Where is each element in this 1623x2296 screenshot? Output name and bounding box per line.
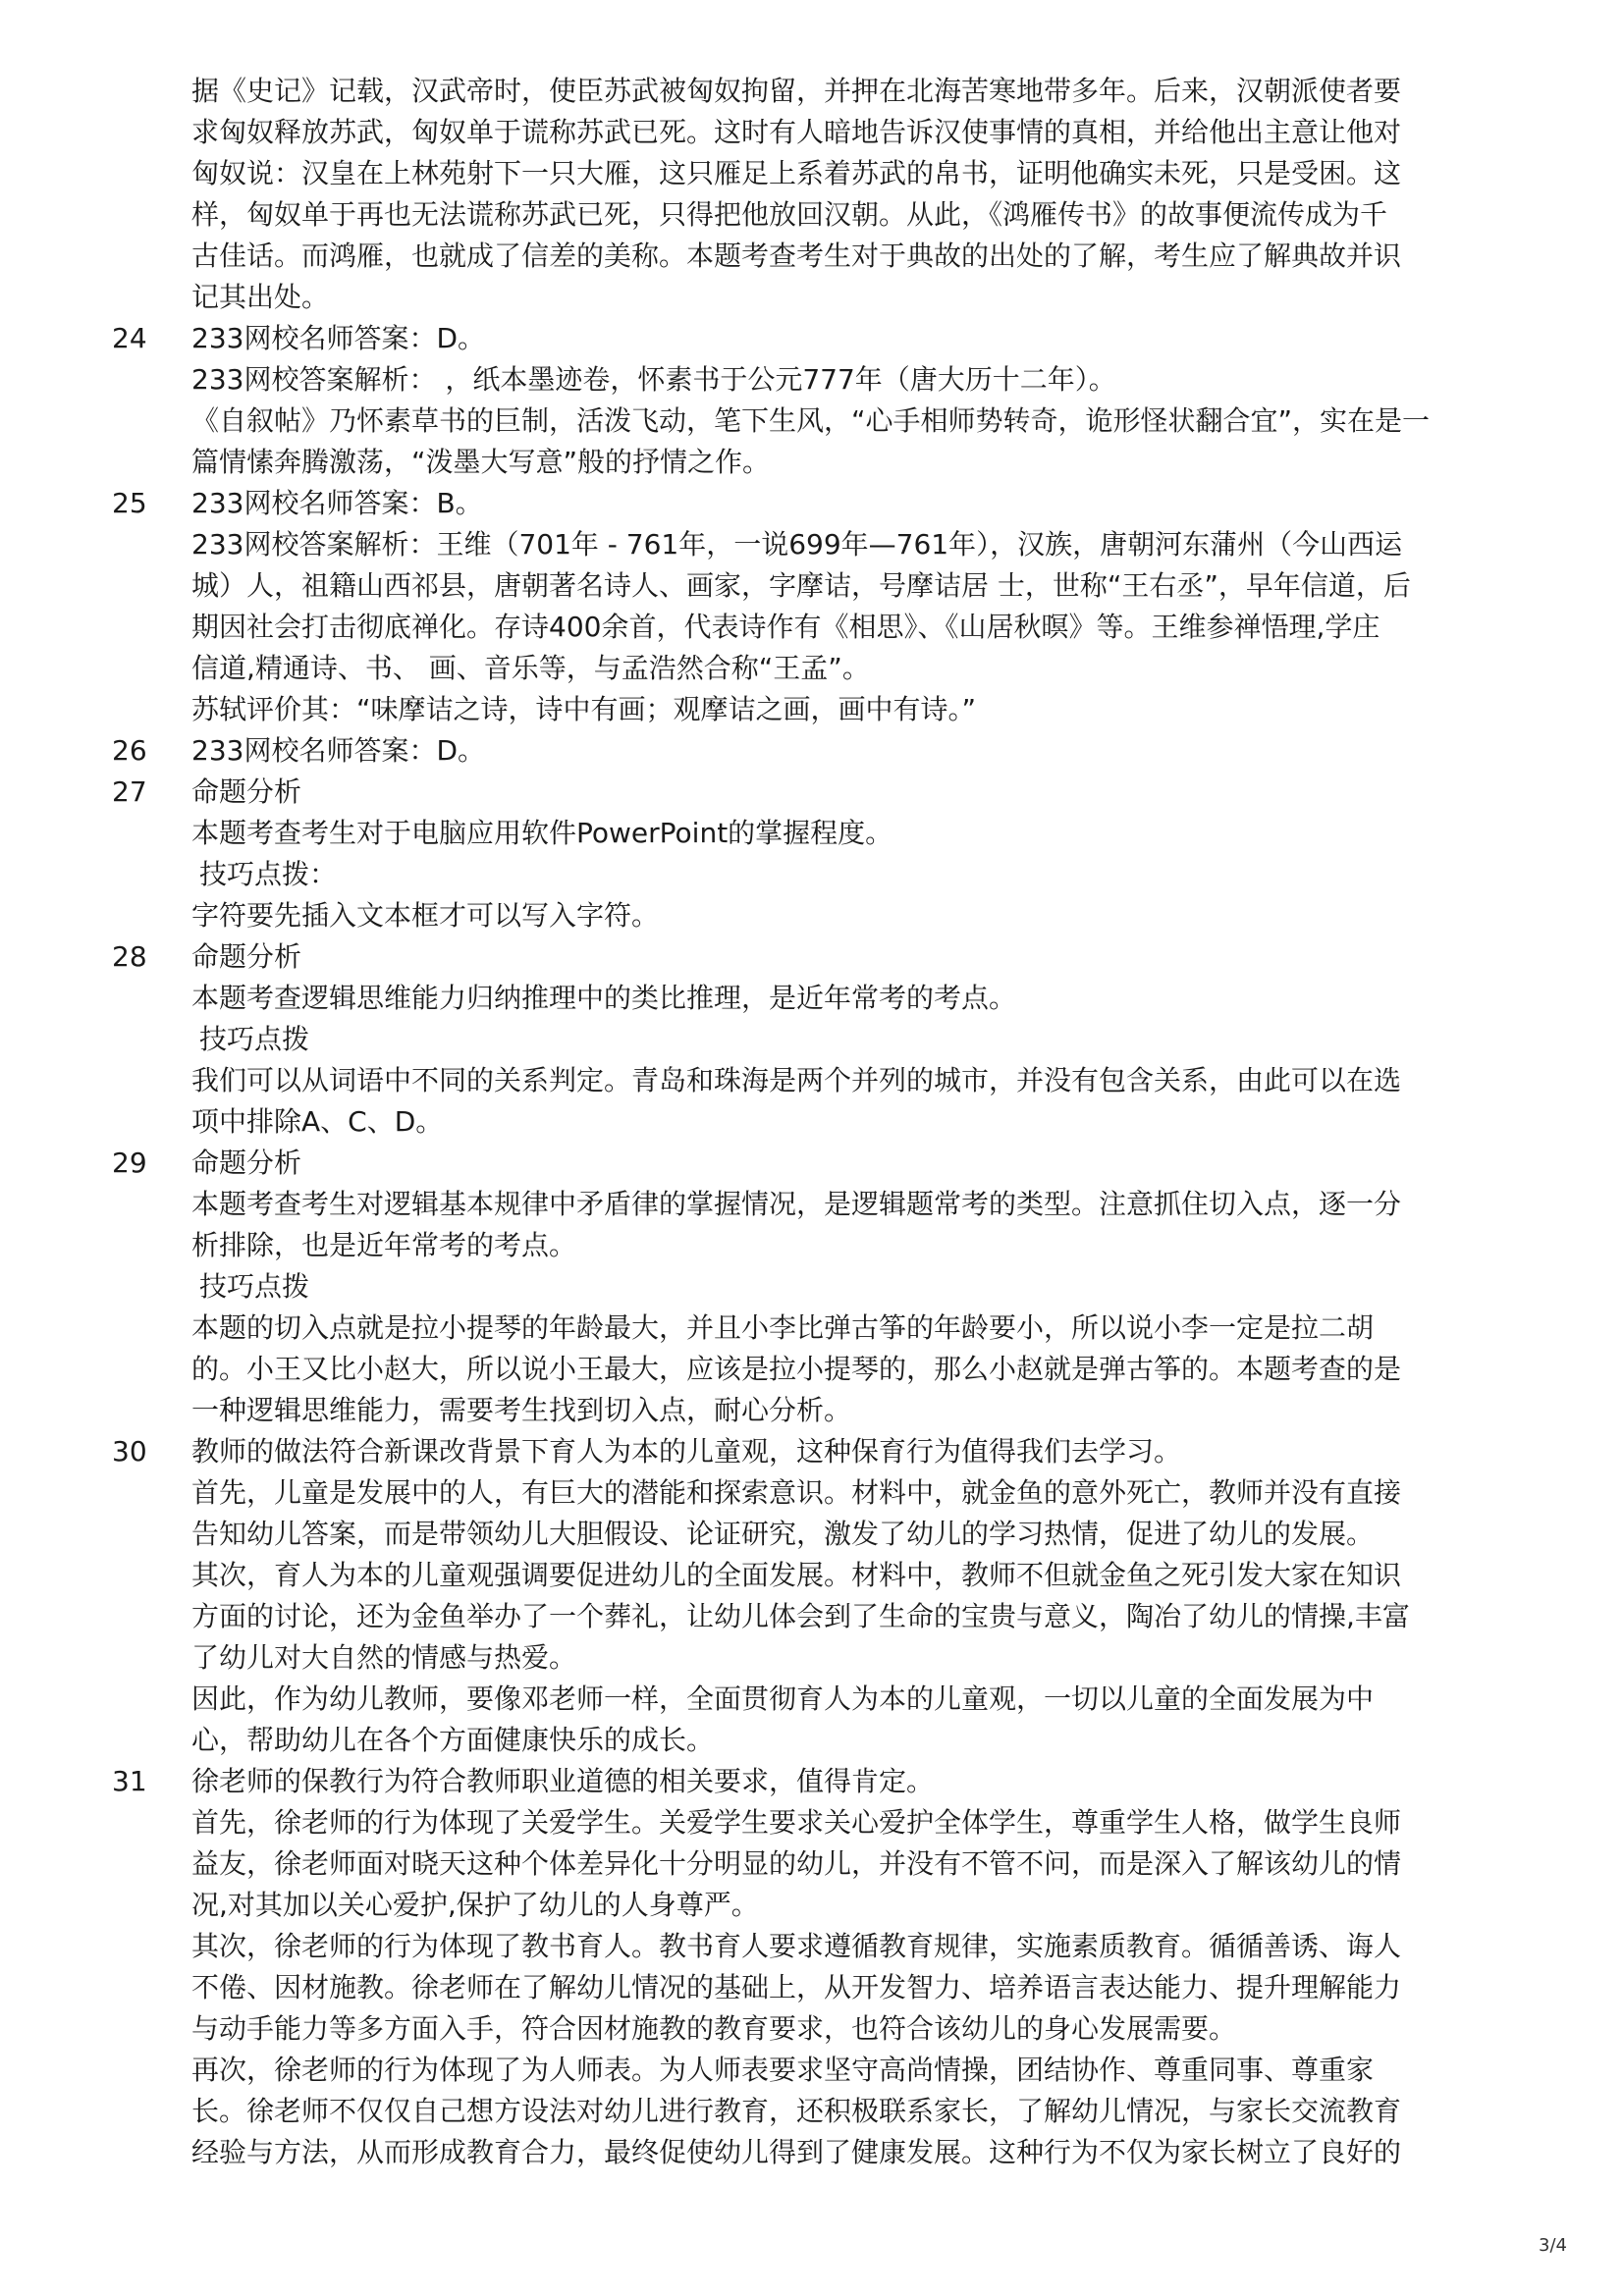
text-line: 不倦、因材施教。徐老师在了解幼儿情况的基础上，从开发智力、培养语言表达能力、提升理解能力: [191, 1971, 1402, 2003]
item-number: 27: [112, 775, 147, 808]
text-line: 技巧点拨: [199, 1270, 310, 1303]
answer-item: [0, 1143, 1623, 1431]
text-line: 本题的切入点就是拉小提琴的年龄最大，并且小李比弹古筝的年龄要小，所以说小李一定是拉二胡: [191, 1311, 1375, 1344]
answer-item: [0, 1761, 1623, 2173]
item-number: 31: [112, 1765, 147, 1797]
text-line: 一种逻辑思维能力，需要考生找到切入点，耐心分析。: [191, 1394, 852, 1426]
text-line: 城）人，祖籍山西祁县，唐朝著名诗人、画家，字摩诘，号摩诘居 士，世称“王右丞”，早年信道，后: [191, 569, 1411, 602]
text-line: 233网校名师答案：D。: [191, 322, 486, 354]
text-line: 匈奴说：汉皇在上林苑射下一只大雁，这只雁足上系着苏武的帛书，证明他确实未死，只是受困。这: [191, 157, 1402, 189]
text-line: 记其出处。: [191, 281, 330, 313]
text-line: 与动手能力等多方面入手，符合因材施教的教育要求，也符合该幼儿的身心发展需要。: [191, 2012, 1237, 2045]
text-line: 告知幼儿答案，而是带领幼儿大胆假设、论证研究，激发了幼儿的学习热情，促进了幼儿的发展。: [191, 1518, 1375, 1550]
item-number: 29: [112, 1147, 147, 1179]
text-line: 篇情愫奔腾激荡，“泼墨大写意”般的抒情之作。: [191, 446, 771, 478]
text-line: 苏轼评价其：“味摩诘之诗，诗中有画；观摩诘之画，画中有诗。”: [191, 693, 977, 725]
text-line: 233网校名师答案：B。: [191, 487, 483, 519]
text-line: 了幼儿对大自然的情感与热爱。: [191, 1641, 577, 1674]
text-line: 《自叙帖》乃怀素草书的巨制，活泼飞动，笔下生风，“心手相师势转奇，诡形怪状翻合宜”，实在是一: [191, 404, 1431, 437]
text-line: 其次，育人为本的儿童观强调要促进幼儿的全面发展。材料中，教师不但就金鱼之死引发大家在知识: [191, 1559, 1402, 1591]
text-line: 其次，徐老师的行为体现了教书育人。教书育人要求遵循教育规律，实施素质教育。循循善诱、诲人: [191, 1930, 1402, 1962]
item-number: 28: [112, 940, 147, 973]
page-number: 3/4: [1539, 2235, 1567, 2256]
text-line: 求匈奴释放苏武，匈奴单于谎称苏武已死。这时有人暗地告诉汉使事情的真相，并给他出主意让他对: [191, 116, 1402, 148]
text-line: 析排除，也是近年常考的考点。: [191, 1229, 577, 1261]
answer-item: [0, 936, 1623, 1143]
text-line: 本题考查考生对逻辑基本规律中矛盾律的掌握情况，是逻辑题常考的类型。注意抓住切入点，逐一分: [191, 1188, 1402, 1220]
text-line: 项中排除A、C、D。: [191, 1105, 444, 1138]
item-content: [191, 772, 1488, 936]
answer-item: [0, 730, 1623, 772]
text-line: 本题考查考生对于电脑应用软件PowerPoint的掌握程度。: [191, 817, 893, 849]
text-line: 益友，徐老师面对晓天这种个体差异化十分明显的幼儿，并没有不管不问，而是深入了解该幼儿的情: [191, 1847, 1402, 1880]
answer-item: [0, 318, 1623, 483]
item-content: [191, 936, 1488, 1143]
text-line: 经验与方法，从而形成教育合力，最终促使幼儿得到了健康发展。这种行为不仅为家长树立了良好的: [191, 2136, 1402, 2168]
answer-item: [0, 1431, 1623, 1761]
continuation-block: [0, 71, 1623, 318]
text-line: 信道,精通诗、书、 画、音乐等，与孟浩然合称“王孟”。: [191, 652, 870, 684]
text-line: 样，匈奴单于再也无法谎称苏武已死，只得把他放回汉朝。从此，《鸿雁传书》的故事便流传成为千: [191, 198, 1388, 231]
text-line: 233网校答案解析：王维（701年 - 761年，一说699年—761年），汉族，唐朝河东蒲州（今山西运: [191, 528, 1403, 561]
text-line: 我们可以从词语中不同的关系判定。青岛和珠海是两个并列的城市，并没有包含关系，由此可以在选: [191, 1064, 1402, 1096]
text-line: 据《史记》记载，汉武帝时，使臣苏武被匈奴拘留，并押在北海苦寒地带多年。后来，汉朝派使者要: [191, 75, 1402, 107]
text-line: 字符要先插入文本框才可以写入字符。: [191, 899, 660, 932]
text-line: 首先，儿童是发展中的人，有巨大的潜能和探索意识。材料中，就金鱼的意外死亡，教师并没有直接: [191, 1476, 1402, 1509]
text-line: 因此，作为幼儿教师，要像邓老师一样，全面贯彻育人为本的儿童观，一切以儿童的全面发展为中: [191, 1682, 1375, 1715]
text-line: 方面的讨论，还为金鱼举办了一个葬礼，让幼儿体会到了生命的宝贵与意义，陶冶了幼儿的情操,丰富: [191, 1600, 1410, 1632]
text-line: 长。徐老师不仅仅自己想方设法对幼儿进行教育，还积极联系家长，了解幼儿情况，与家长交流教育: [191, 2095, 1402, 2127]
text-line: 命题分析: [191, 1147, 302, 1179]
continuation-text: [191, 71, 1488, 318]
item-number: 26: [112, 734, 147, 767]
answer-list: [0, 318, 1623, 2173]
item-number: 30: [112, 1435, 147, 1468]
item-content: [191, 1431, 1488, 1761]
text-line: 期因社会打击彻底禅化。存诗400余首，代表诗作有《相思》、《山居秋暝》等。王维参禅悟理,学庄: [191, 611, 1380, 643]
text-line: 古佳话。而鸿雁，也就成了信差的美称。本题考查考生对于典故的出处的了解，考生应了解典故并识: [191, 240, 1402, 272]
item-content: [191, 483, 1488, 730]
item-number: 25: [112, 487, 147, 519]
item-content: [191, 318, 1488, 483]
text-line: 再次，徐老师的行为体现了为人师表。为人师表要求坚守高尚情操，团结协作、尊重同事、尊重家: [191, 2054, 1375, 2086]
text-line: 教师的做法符合新课改背景下育人为本的儿童观，这种保育行为值得我们去学习。: [191, 1435, 1182, 1468]
text-line: 技巧点拨: [199, 1023, 310, 1055]
text-line: 命题分析: [191, 940, 302, 973]
text-line: 况,对其加以关心爱护,保护了幼儿的人身尊严。: [191, 1889, 759, 1921]
text-line: 的。小王又比小赵大，所以说小王最大，应该是拉小提琴的，那么小赵就是弹古筝的。本题考查的是: [191, 1353, 1402, 1385]
text-line: 233网校答案解析： ，纸本墨迹卷，怀素书于公元777年（唐大历十二年）。: [191, 363, 1116, 396]
answer-item: [0, 772, 1623, 936]
item-content: [191, 1761, 1488, 2173]
answer-item: [0, 483, 1623, 730]
text-line: 技巧点拨：: [199, 858, 338, 890]
item-content: [191, 730, 1488, 772]
text-line: 首先，徐老师的行为体现了关爱学生。关爱学生要求关心爱护全体学生，尊重学生人格，做学生良师: [191, 1806, 1402, 1839]
item-number: 24: [112, 322, 147, 354]
text-line: 心，帮助幼儿在各个方面健康快乐的成长。: [191, 1724, 715, 1756]
text-line: 徐老师的保教行为符合教师职业道德的相关要求，值得肯定。: [191, 1765, 935, 1797]
text-line: 命题分析: [191, 775, 302, 808]
item-content: [191, 1143, 1488, 1431]
text-line: 233网校名师答案：D。: [191, 734, 486, 767]
text-line: 本题考查逻辑思维能力归纳推理中的类比推理，是近年常考的考点。: [191, 982, 1017, 1014]
